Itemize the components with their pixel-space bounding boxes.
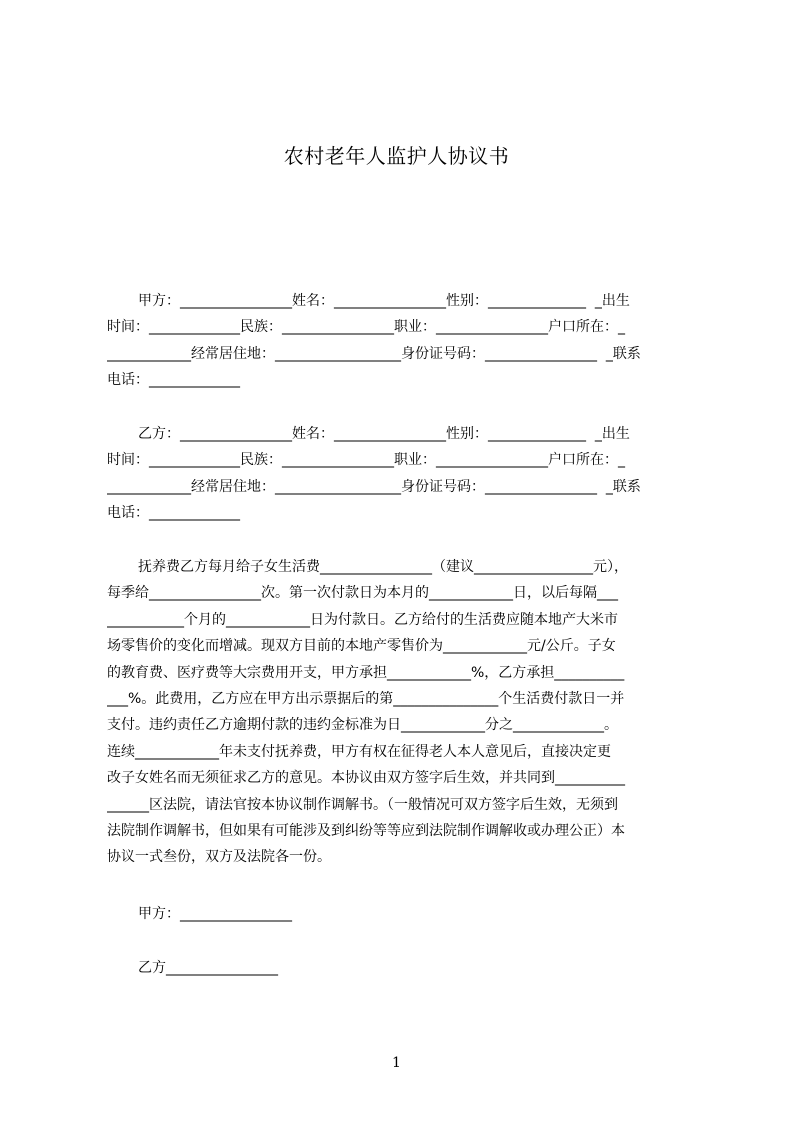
party-a-line: 时间：_____________民族：________________职业：________________户口所在：_ xyxy=(107,319,625,336)
signature-a xyxy=(107,901,699,927)
body-line: 场零售价的变化而增减。现双方目前的本地产零售价为____________元/公斤。子女 xyxy=(107,638,616,655)
body-line: 法院制作调解书，但如果有可能涉及到纠纷等等应到法院制作调解收或办理公正）本 xyxy=(107,822,625,839)
party-a-line: ____________经常居住地：__________________身份证号码：________________ _联系 xyxy=(107,345,641,362)
signature-b xyxy=(107,955,699,981)
body-line: ___________个月的____________日为付款日。乙方给付的生活费应随本地产大米市 xyxy=(107,611,618,628)
signature-a-line: 甲方：________________ xyxy=(138,906,292,922)
signature-b-line: 乙方________________ xyxy=(138,960,278,976)
party-b-section xyxy=(107,421,699,527)
party-a-line: 甲方：________________姓名：________________性别：______________ _出生 xyxy=(138,293,630,309)
body-line: 的教育费、医疗费等大宗费用开支，甲方承担____________%，乙方承担__________ xyxy=(107,664,625,681)
body-line: 改子女姓名而无须征求乙方的意见。本协议由双方签字后生效，并共同到__________ xyxy=(107,770,625,787)
body-line: 连续____________年未支付抚养费，甲方有权在征得老人本人意见后，直接决定更 xyxy=(107,743,611,760)
body-line: 协议一式叁份，双方及法院各一份。 xyxy=(107,849,331,866)
party-a-line: 电话：_____________ xyxy=(107,372,240,389)
party-b-line: ____________经常居住地：__________________身份证号码：________________ _联系 xyxy=(107,478,641,495)
agreement-body xyxy=(107,554,699,871)
party-a-section xyxy=(107,288,699,394)
page-number: 1 xyxy=(392,1055,401,1071)
party-b-line: 电话：_____________ xyxy=(107,505,240,522)
document-title: 农村老年人监护人协议书 xyxy=(283,144,510,168)
party-b-line: 时间：_____________民族：________________职业：________________户口所在：_ xyxy=(107,452,625,469)
body-line: 支付。违约责任乙方逾期付款的违约金标准为日____________分之_____________。 xyxy=(107,717,618,734)
body-line: ______区法院，请法官按本协议制作调解书。（一般情况可双方签字后生效，无须到 xyxy=(107,796,618,813)
body-line: 每季给________________次。第一次付款日为本月的____________日，以后每隔___ xyxy=(107,585,618,602)
body-line: 抚养费乙方每月给子女生活费________________（建议_________________元）， xyxy=(138,559,628,575)
party-b-line: 乙方：________________姓名：________________性别：______________ _出生 xyxy=(138,426,630,442)
body-line: ___%。此费用，乙方应在甲方出示票据后的第_______________个生活费付款日一并 xyxy=(107,690,625,707)
